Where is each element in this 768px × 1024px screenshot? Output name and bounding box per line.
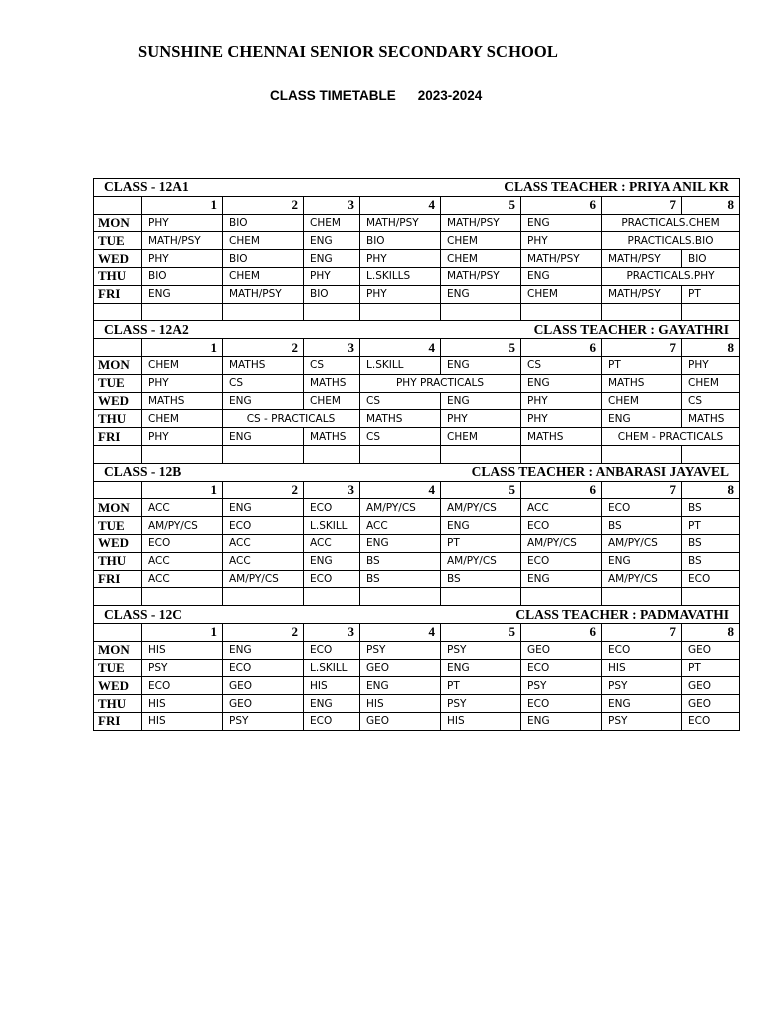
subject-cell: BIO bbox=[223, 214, 304, 232]
subject-cell: CHEM bbox=[602, 392, 682, 410]
subject-cell: ECO bbox=[682, 570, 740, 588]
period-number: 3 bbox=[304, 339, 360, 357]
subject-cell: PHY bbox=[521, 232, 602, 250]
period-number: 5 bbox=[441, 481, 521, 499]
subject-cell: ACC bbox=[142, 552, 223, 570]
day-label: THU bbox=[94, 267, 142, 285]
subject-cell: BS bbox=[602, 517, 682, 535]
subject-cell: GEO bbox=[223, 677, 304, 695]
subject-cell: ENG bbox=[441, 517, 521, 535]
class-header bbox=[94, 179, 740, 197]
subject-cell: PT bbox=[602, 356, 682, 374]
period-number: 1 bbox=[142, 623, 223, 641]
subject-cell: ENG bbox=[602, 695, 682, 713]
subject-cell: ENG bbox=[304, 552, 360, 570]
subject-cell: BIO bbox=[142, 267, 223, 285]
subject-cell: HIS bbox=[441, 712, 521, 730]
subject-cell: AM/PY/CS bbox=[223, 570, 304, 588]
subject-cell: BIO bbox=[682, 250, 740, 268]
subject-cell: PT bbox=[682, 517, 740, 535]
subject-cell: ECO bbox=[521, 695, 602, 713]
subject-cell: ECO bbox=[602, 499, 682, 517]
day-label: WED bbox=[94, 250, 142, 268]
period-number: 7 bbox=[602, 481, 682, 499]
subject-cell: AM/PY/CS bbox=[142, 517, 223, 535]
period-number: 2 bbox=[223, 623, 304, 641]
day-label: TUE bbox=[94, 517, 142, 535]
subject-cell: GEO bbox=[682, 677, 740, 695]
subject-cell: PSY bbox=[441, 641, 521, 659]
subject-cell: CS bbox=[223, 374, 304, 392]
subject-cell: PRACTICALS.PHY bbox=[602, 267, 740, 285]
day-label: THU bbox=[94, 695, 142, 713]
subject-cell: L.SKILL bbox=[304, 659, 360, 677]
subject-cell: ECO bbox=[304, 570, 360, 588]
day-label: WED bbox=[94, 677, 142, 695]
subject-cell: BS bbox=[682, 552, 740, 570]
subject-cell: BIO bbox=[304, 285, 360, 303]
corner-cell bbox=[94, 481, 142, 499]
blank-row bbox=[94, 588, 740, 606]
blank-cell bbox=[304, 445, 360, 463]
subject-cell: GEO bbox=[682, 641, 740, 659]
subject-cell: ENG bbox=[521, 570, 602, 588]
subject-cell: CHEM bbox=[521, 285, 602, 303]
subject-cell: ENG bbox=[441, 659, 521, 677]
subject-cell: HIS bbox=[142, 695, 223, 713]
period-number: 5 bbox=[441, 339, 521, 357]
day-row bbox=[94, 214, 740, 232]
period-number: 7 bbox=[602, 339, 682, 357]
subject-cell: PT bbox=[682, 659, 740, 677]
period-number: 5 bbox=[441, 623, 521, 641]
subject-cell: PSY bbox=[441, 695, 521, 713]
blank-cell bbox=[441, 588, 521, 606]
subject-cell: MATHS bbox=[304, 374, 360, 392]
day-label: THU bbox=[94, 552, 142, 570]
subject-cell: ECO bbox=[602, 641, 682, 659]
blank-cell bbox=[521, 445, 602, 463]
subject-cell: HIS bbox=[304, 677, 360, 695]
subject-cell: ENG bbox=[521, 374, 602, 392]
blank-cell bbox=[94, 303, 142, 321]
subject-cell: CS bbox=[682, 392, 740, 410]
subject-cell: ACC bbox=[360, 517, 441, 535]
class-header-inner bbox=[104, 322, 729, 338]
subject-cell: GEO bbox=[521, 641, 602, 659]
subject-cell: ENG bbox=[304, 695, 360, 713]
subject-cell: AM/PY/CS bbox=[360, 499, 441, 517]
subject-cell: PHY bbox=[521, 410, 602, 428]
subject-cell: HIS bbox=[142, 712, 223, 730]
blank-cell bbox=[223, 445, 304, 463]
period-number: 2 bbox=[223, 196, 304, 214]
class-teacher: CLASS TEACHER : PRIYA ANIL KR bbox=[504, 179, 729, 195]
blank-cell bbox=[602, 303, 682, 321]
day-row bbox=[94, 410, 740, 428]
subject-cell: ENG bbox=[360, 677, 441, 695]
blank-row bbox=[94, 445, 740, 463]
subject-cell: BS bbox=[682, 499, 740, 517]
day-label: TUE bbox=[94, 659, 142, 677]
period-number: 1 bbox=[142, 339, 223, 357]
blank-cell bbox=[94, 588, 142, 606]
period-number: 1 bbox=[142, 481, 223, 499]
subject-cell: CS bbox=[360, 428, 441, 446]
period-number: 8 bbox=[682, 339, 740, 357]
day-label: MON bbox=[94, 214, 142, 232]
subject-cell: PHY bbox=[304, 267, 360, 285]
subject-cell: ECO bbox=[521, 552, 602, 570]
subject-cell: MATHS bbox=[142, 392, 223, 410]
day-label: THU bbox=[94, 410, 142, 428]
timetable-title bbox=[270, 88, 482, 103]
subject-cell: ECO bbox=[682, 712, 740, 730]
subject-cell: AM/PY/CS bbox=[441, 499, 521, 517]
subject-cell: PSY bbox=[602, 712, 682, 730]
title-text: CLASS TIMETABLE bbox=[270, 88, 396, 103]
subject-cell: ECO bbox=[223, 659, 304, 677]
subject-cell: ENG bbox=[441, 356, 521, 374]
blank-cell bbox=[94, 445, 142, 463]
corner-cell bbox=[94, 339, 142, 357]
subject-cell: ENG bbox=[441, 392, 521, 410]
subject-cell: ENG bbox=[521, 712, 602, 730]
school-name: SUNSHINE CHENNAI SENIOR SECONDARY SCHOOL bbox=[138, 42, 558, 61]
day-label: TUE bbox=[94, 232, 142, 250]
subject-cell: BS bbox=[360, 570, 441, 588]
subject-cell: PHY bbox=[360, 250, 441, 268]
blank-cell bbox=[441, 303, 521, 321]
subject-cell: PHY bbox=[142, 428, 223, 446]
subject-cell: PHY bbox=[142, 374, 223, 392]
blank-cell bbox=[682, 445, 740, 463]
day-row bbox=[94, 534, 740, 552]
blank-cell bbox=[521, 303, 602, 321]
subject-cell: ACC bbox=[142, 499, 223, 517]
subject-cell: ECO bbox=[521, 659, 602, 677]
subject-cell: BS bbox=[682, 534, 740, 552]
subject-cell: ENG bbox=[521, 267, 602, 285]
period-number: 3 bbox=[304, 481, 360, 499]
class-name: CLASS - 12A1 bbox=[104, 179, 189, 195]
subject-cell: ENG bbox=[602, 410, 682, 428]
subject-cell: CS bbox=[521, 356, 602, 374]
subject-cell: PHY bbox=[360, 285, 441, 303]
day-row bbox=[94, 552, 740, 570]
subject-cell: ECO bbox=[304, 712, 360, 730]
subject-cell: CHEM bbox=[304, 214, 360, 232]
period-number: 6 bbox=[521, 481, 602, 499]
subject-cell: CHEM bbox=[441, 250, 521, 268]
subject-cell: ACC bbox=[304, 534, 360, 552]
subject-cell: GEO bbox=[682, 695, 740, 713]
subject-cell: ENG bbox=[602, 552, 682, 570]
subject-cell: ACC bbox=[521, 499, 602, 517]
subject-cell: MATH/PSY bbox=[142, 232, 223, 250]
blank-cell bbox=[304, 303, 360, 321]
day-label: MON bbox=[94, 641, 142, 659]
subject-cell: ACC bbox=[142, 570, 223, 588]
blank-cell bbox=[304, 588, 360, 606]
subject-cell: GEO bbox=[223, 695, 304, 713]
subject-cell: PHY bbox=[521, 392, 602, 410]
period-number: 7 bbox=[602, 623, 682, 641]
period-number: 4 bbox=[360, 196, 441, 214]
day-row bbox=[94, 641, 740, 659]
subject-cell: ECO bbox=[521, 517, 602, 535]
period-number: 6 bbox=[521, 623, 602, 641]
subject-cell: MATH/PSY bbox=[441, 267, 521, 285]
blank-cell bbox=[142, 588, 223, 606]
day-row bbox=[94, 659, 740, 677]
period-number: 7 bbox=[602, 196, 682, 214]
subject-cell: PRACTICALS.CHEM bbox=[602, 214, 740, 232]
subject-cell: ACC bbox=[223, 534, 304, 552]
subject-cell: PSY bbox=[521, 677, 602, 695]
subject-cell: L.SKILLS bbox=[360, 267, 441, 285]
subject-cell: ENG bbox=[223, 641, 304, 659]
subject-cell: MATHS bbox=[360, 410, 441, 428]
class-teacher: CLASS TEACHER : GAYATHRI bbox=[533, 321, 729, 337]
class-teacher: CLASS TEACHER : ANBARASI JAYAVEL bbox=[471, 464, 729, 480]
subject-cell: ENG bbox=[223, 428, 304, 446]
day-row bbox=[94, 356, 740, 374]
subject-cell: MATHS bbox=[521, 428, 602, 446]
period-number: 6 bbox=[521, 339, 602, 357]
period-number: 4 bbox=[360, 481, 441, 499]
subject-cell: MATH/PSY bbox=[223, 285, 304, 303]
period-number: 5 bbox=[441, 196, 521, 214]
subject-cell: AM/PY/CS bbox=[521, 534, 602, 552]
period-header-row bbox=[94, 481, 740, 499]
subject-cell: PHY bbox=[441, 410, 521, 428]
timetable-table bbox=[93, 178, 740, 731]
corner-cell bbox=[94, 196, 142, 214]
day-row bbox=[94, 428, 740, 446]
day-label: WED bbox=[94, 392, 142, 410]
subject-cell: PSY bbox=[223, 712, 304, 730]
blank-cell bbox=[360, 303, 441, 321]
subject-cell: PHY bbox=[682, 356, 740, 374]
day-label: TUE bbox=[94, 374, 142, 392]
subject-cell: ECO bbox=[304, 641, 360, 659]
subject-cell: ENG bbox=[521, 214, 602, 232]
class-name: CLASS - 12A2 bbox=[104, 321, 189, 337]
class-name: CLASS - 12C bbox=[104, 606, 183, 622]
period-number: 2 bbox=[223, 481, 304, 499]
subject-cell: BIO bbox=[223, 250, 304, 268]
blank-cell bbox=[602, 588, 682, 606]
subject-cell: PSY bbox=[142, 659, 223, 677]
subject-cell: CHEM bbox=[142, 410, 223, 428]
subject-cell: MATH/PSY bbox=[441, 214, 521, 232]
day-row bbox=[94, 392, 740, 410]
subject-cell: PT bbox=[682, 285, 740, 303]
day-row bbox=[94, 374, 740, 392]
blank-cell bbox=[360, 445, 441, 463]
subject-cell: ENG bbox=[223, 499, 304, 517]
subject-cell: PT bbox=[441, 677, 521, 695]
subject-cell: ENG bbox=[360, 534, 441, 552]
subject-cell: BIO bbox=[360, 232, 441, 250]
subject-cell: CHEM bbox=[223, 232, 304, 250]
period-number: 8 bbox=[682, 623, 740, 641]
day-row bbox=[94, 695, 740, 713]
class-header-row bbox=[94, 606, 740, 624]
period-number: 6 bbox=[521, 196, 602, 214]
period-number: 8 bbox=[682, 481, 740, 499]
subject-cell: MATHS bbox=[682, 410, 740, 428]
blank-cell bbox=[682, 588, 740, 606]
blank-cell bbox=[602, 445, 682, 463]
blank-cell bbox=[682, 303, 740, 321]
class-teacher: CLASS TEACHER : PADMAVATHI bbox=[515, 606, 729, 622]
subject-cell: CS - PRACTICALS bbox=[223, 410, 360, 428]
academic-year: 2023-2024 bbox=[417, 88, 483, 103]
day-row bbox=[94, 232, 740, 250]
subject-cell: BS bbox=[441, 570, 521, 588]
class-header bbox=[94, 606, 740, 624]
subject-cell: MATH/PSY bbox=[360, 214, 441, 232]
subject-cell: GEO bbox=[360, 712, 441, 730]
subject-cell: ECO bbox=[304, 499, 360, 517]
subject-cell: CHEM bbox=[441, 428, 521, 446]
subject-cell: ENG bbox=[304, 250, 360, 268]
blank-cell bbox=[142, 445, 223, 463]
subject-cell: MATHS bbox=[602, 374, 682, 392]
subject-cell: MATHS bbox=[304, 428, 360, 446]
day-row bbox=[94, 677, 740, 695]
subject-cell: CHEM bbox=[142, 356, 223, 374]
subject-cell: HIS bbox=[602, 659, 682, 677]
subject-cell: ENG bbox=[142, 285, 223, 303]
day-row bbox=[94, 267, 740, 285]
subject-cell: MATH/PSY bbox=[521, 250, 602, 268]
subject-cell: MATH/PSY bbox=[602, 285, 682, 303]
period-number: 3 bbox=[304, 623, 360, 641]
day-label: FRI bbox=[94, 570, 142, 588]
subject-cell: AM/PY/CS bbox=[441, 552, 521, 570]
class-header-row bbox=[94, 179, 740, 197]
class-header-inner bbox=[104, 607, 729, 623]
subject-cell: CS bbox=[360, 392, 441, 410]
day-label: FRI bbox=[94, 285, 142, 303]
day-row bbox=[94, 285, 740, 303]
subject-cell: CHEM bbox=[304, 392, 360, 410]
subject-cell: PSY bbox=[602, 677, 682, 695]
blank-cell bbox=[142, 303, 223, 321]
subject-cell: PT bbox=[441, 534, 521, 552]
day-row bbox=[94, 570, 740, 588]
blank-cell bbox=[360, 588, 441, 606]
subject-cell: HIS bbox=[360, 695, 441, 713]
day-label: WED bbox=[94, 534, 142, 552]
period-number: 1 bbox=[142, 196, 223, 214]
subject-cell: PHY PRACTICALS bbox=[360, 374, 521, 392]
period-header-row bbox=[94, 196, 740, 214]
subject-cell: L.SKILL bbox=[360, 356, 441, 374]
blank-row bbox=[94, 303, 740, 321]
subject-cell: PRACTICALS.BIO bbox=[602, 232, 740, 250]
subject-cell: AM/PY/CS bbox=[602, 534, 682, 552]
subject-cell: BS bbox=[360, 552, 441, 570]
corner-cell bbox=[94, 623, 142, 641]
subject-cell: CHEM bbox=[223, 267, 304, 285]
day-row bbox=[94, 499, 740, 517]
period-number: 8 bbox=[682, 196, 740, 214]
day-row bbox=[94, 517, 740, 535]
blank-cell bbox=[223, 303, 304, 321]
blank-cell bbox=[223, 588, 304, 606]
day-label: FRI bbox=[94, 712, 142, 730]
period-number: 2 bbox=[223, 339, 304, 357]
class-header bbox=[94, 463, 740, 481]
blank-cell bbox=[441, 445, 521, 463]
subject-cell: ECO bbox=[223, 517, 304, 535]
subject-cell: CHEM - PRACTICALS bbox=[602, 428, 740, 446]
period-number: 4 bbox=[360, 623, 441, 641]
class-header-inner bbox=[104, 464, 729, 480]
subject-cell: MATHS bbox=[223, 356, 304, 374]
subject-cell: PHY bbox=[142, 250, 223, 268]
subject-cell: AM/PY/CS bbox=[602, 570, 682, 588]
subject-cell: ACC bbox=[223, 552, 304, 570]
day-label: MON bbox=[94, 499, 142, 517]
subject-cell: ENG bbox=[304, 232, 360, 250]
class-header bbox=[94, 321, 740, 339]
period-number: 3 bbox=[304, 196, 360, 214]
period-header-row bbox=[94, 623, 740, 641]
day-label: FRI bbox=[94, 428, 142, 446]
day-label: MON bbox=[94, 356, 142, 374]
class-header-row bbox=[94, 463, 740, 481]
period-header-row bbox=[94, 339, 740, 357]
subject-cell: L.SKILL bbox=[304, 517, 360, 535]
blank-cell bbox=[521, 588, 602, 606]
subject-cell: MATH/PSY bbox=[602, 250, 682, 268]
day-row bbox=[94, 712, 740, 730]
subject-cell: ECO bbox=[142, 677, 223, 695]
subject-cell: CHEM bbox=[682, 374, 740, 392]
subject-cell: CHEM bbox=[441, 232, 521, 250]
subject-cell: GEO bbox=[360, 659, 441, 677]
subject-cell: ENG bbox=[441, 285, 521, 303]
subject-cell: ECO bbox=[142, 534, 223, 552]
subject-cell: PSY bbox=[360, 641, 441, 659]
subject-cell: CS bbox=[304, 356, 360, 374]
subject-cell: ENG bbox=[223, 392, 304, 410]
class-header-row bbox=[94, 321, 740, 339]
day-row bbox=[94, 250, 740, 268]
subject-cell: PHY bbox=[142, 214, 223, 232]
class-name: CLASS - 12B bbox=[104, 464, 182, 480]
class-header-inner bbox=[104, 179, 729, 195]
period-number: 4 bbox=[360, 339, 441, 357]
subject-cell: HIS bbox=[142, 641, 223, 659]
